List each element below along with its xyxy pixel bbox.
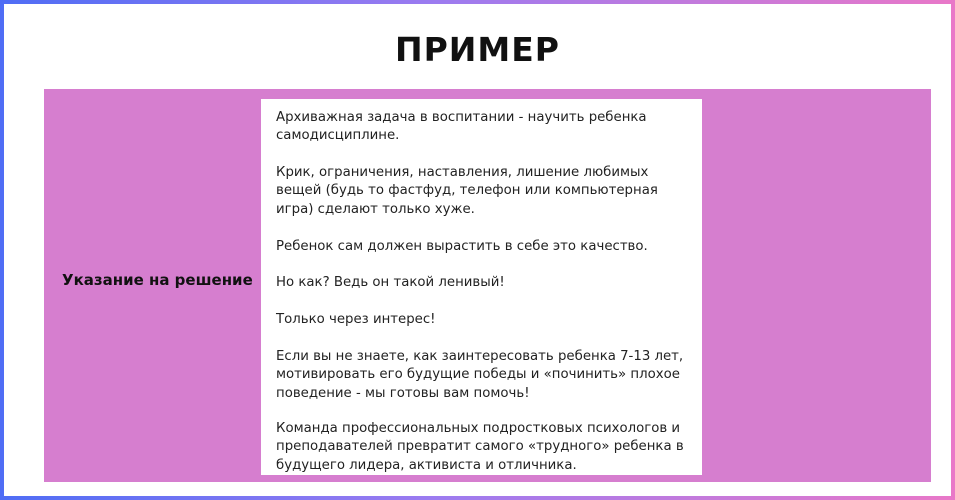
paragraph-7: Команда профессиональных подростковых психологов и преподавателей превратит самого «трудного» ребенка в будущего лидера, активиста и отличника. <box>276 421 684 473</box>
paragraph-4: Но как? Ведь он такой ленивый! <box>276 275 505 290</box>
solution-hint-label: Указание на решение <box>62 271 253 289</box>
page-title: ПРИМЕР <box>395 30 560 69</box>
text-card <box>261 99 702 475</box>
paragraph-5: Только через интерес! <box>276 312 436 327</box>
paragraph-6: Если вы не знаете, как заинтересовать ребенка 7-13 лет, мотивировать его будущие победы и «починить» плохое поведение - мы готовы вам помочь! <box>276 349 684 401</box>
paragraph-1: Архиважная задача в воспитании - научить ребенка самодисциплине. <box>276 110 647 144</box>
paragraph-2: Крик, ограничения, наставления, лишение любимых вещей (будь то фастфуд, телефон или компьютерная игра) сделают только хуже. <box>276 165 658 217</box>
page-frame <box>4 4 951 496</box>
paragraph-3: Ребенок сам должен вырастить в себе это качество. <box>276 239 648 254</box>
example-band <box>44 89 931 482</box>
